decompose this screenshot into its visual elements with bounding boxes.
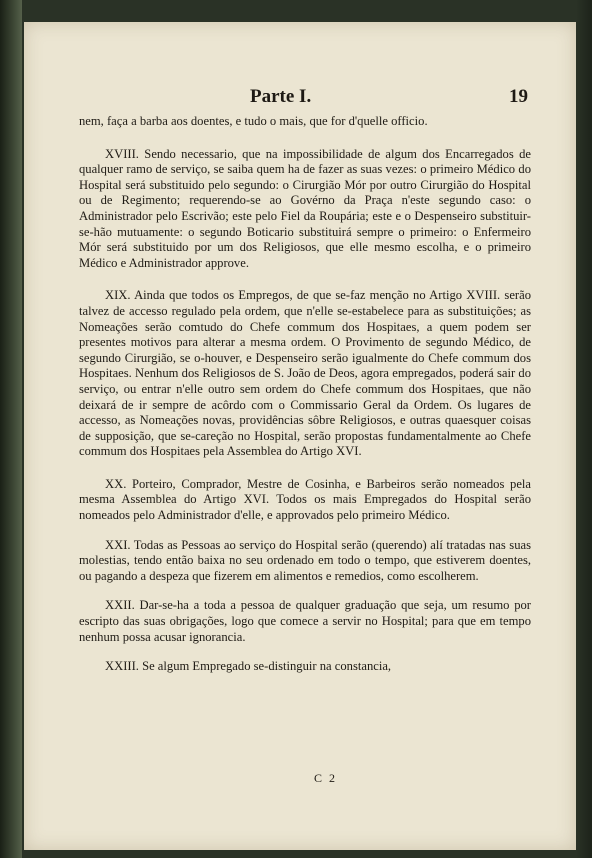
- page-number: 19: [509, 86, 528, 107]
- paragraph-article-xxii: XXII. Dar-se-ha a toda a pessoa de qualquer graduação que seja, um resumo por escripto das suas obrigações, logo que comece a servir no Hospital; para que em tempo nenhum possa acusar ignorancia.: [79, 598, 531, 644]
- paragraph-article-xix: XIX. Ainda que todos os Empregos, de que se-faz menção no Artigo XVIII. serão talvez de accesso regulado pela ordem, que n'elle se-estabelece para as substituições; as Nomeações serão comtudo do Chefe commum dos Hospitaes, a quem podem ser presentes motivos para alterar a mesma ordem. O Provimento de segundo Médico, de segundo Cirurgião, se o-houver, e Despenseiro serão igualmente do Chefe commum dos Hospitaes. Nenhum dos Religiosos de S. João de Deos, agora empregados, poderá sair do serviço, ou entrar n'elle outro sem ordem do Chefe commum dos Hospitaes, que não deixará de ir sempre de acôrdo com o Commissario Geral da Ordem. Os lugares de accesso, as Nomeações novas, providências sôbre Religiosos, e outras quaesquer coisas de supposição, que se-careção no Hospital, serão propostas fundamentalmente ao Chefe commum dos Hospitaes pela Assemblea do Artigo XVI.: [79, 288, 531, 459]
- book-page: [24, 22, 576, 850]
- page-header: [24, 86, 576, 116]
- paragraph-continuation: nem, faça a barba aos doentes, e tudo o mais, que for d'quelle officio.: [79, 114, 428, 128]
- paragraph-article-xxiii: XXIII. Se algum Empregado se-distinguir na constancia,: [105, 659, 392, 674]
- book-spine: [0, 0, 22, 858]
- running-head: Parte I.: [250, 86, 312, 107]
- page-body: [79, 114, 531, 675]
- paragraph-article-xxi: XXI. Todas as Pessoas ao serviço do Hospital serão (querendo) alí tratadas nas suas molestias, tendo então baixa no seu ordenado em todo o tempo, que estiverem doentes, ou pagando a despeza que fizerem em alimentos e remedios, como escolherem.: [79, 537, 531, 583]
- signature-mark: C 2: [314, 771, 338, 785]
- scan-edge: [576, 0, 592, 858]
- paragraph-article-xx: XX. Porteiro, Comprador, Mestre de Cosinha, e Barbeiros serão nomeados pela mesma Assemblea do Artigo XVI. Todos os mais Empregados do Hospital serão nomeados pelo Administrador d'elle, e approvados pelo primeiro Médico.: [79, 476, 531, 523]
- paragraph-article-xviii: XVIII. Sendo necessario, que na impossibilidade de algum dos Encarregados de qualquer ramo de serviço, se saiba quem ha de fazer as suas vezes: o primeiro Médico do Hospital será substituido pelo segundo: o Cirurgião Mór por outro Cirurgião do Hospital ou de Regimento; requerendo-se ao Govérno da Praça n'este segundo caso: o Administrador pelo Escrivão; este pelo Fiel da Roupária; este e o Despenseiro substituir-se-hão mutuamente: o segundo Boticario substituirá sempre o primeiro: o Enfermeiro Mór será substituido por um dos Religiosos, que elle mesmo escolha, e o primeiro Médico e Administrador approve.: [79, 146, 531, 270]
